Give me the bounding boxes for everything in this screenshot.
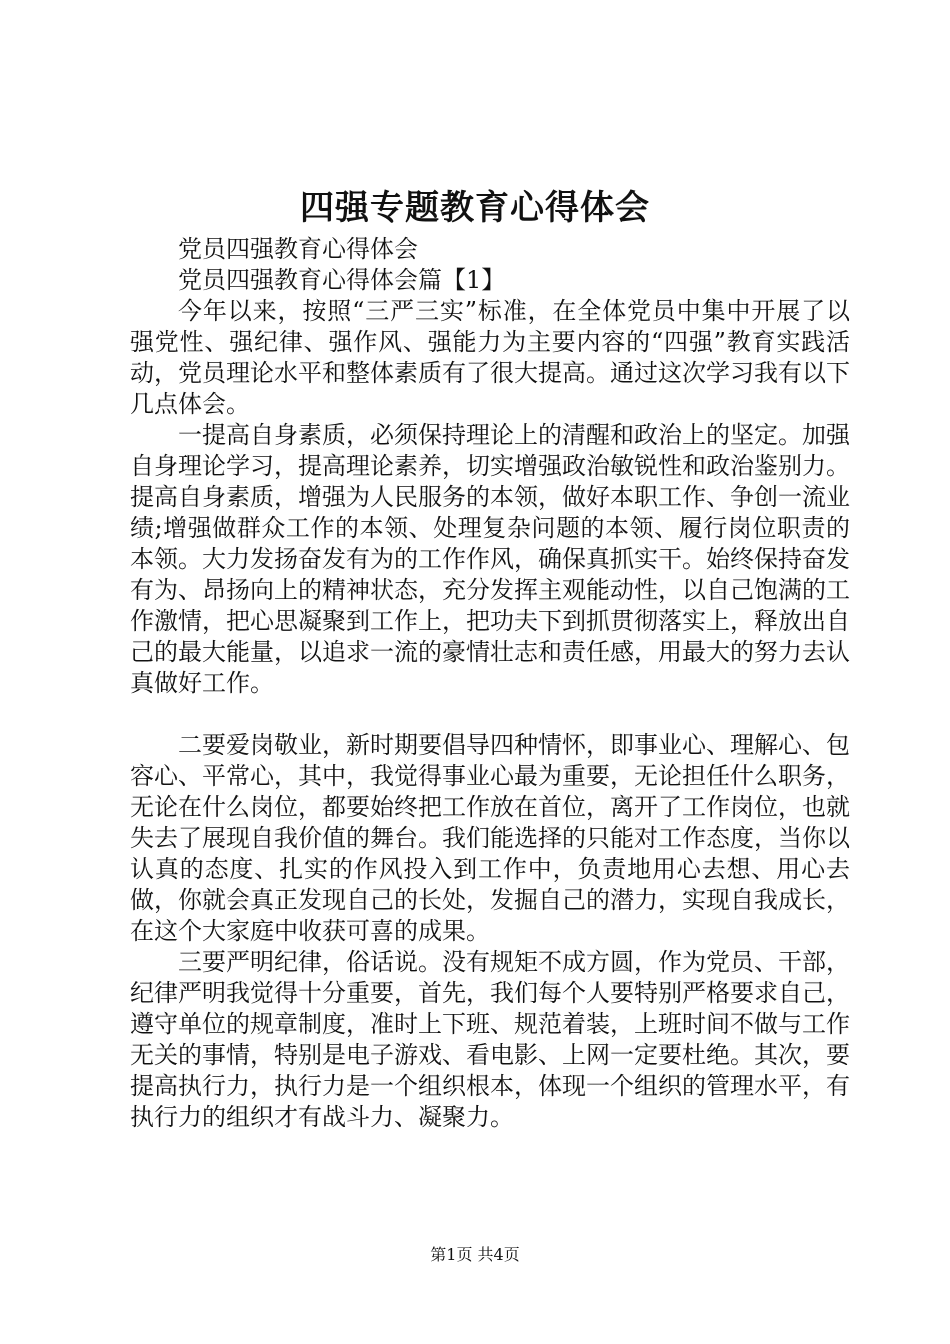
document-title: 四强专题教育心得体会	[300, 188, 650, 228]
paragraph-subtitle: 党员四强教育心得体会	[178, 235, 418, 263]
paragraph-intro: 今年以来，按照“三严三实”标准，在全体党员中集中开展了以强党性、强纪律、强作风、强能力为主要内容的“四强”教育实践活动，党员理论水平和整体素质有了很大提高。通过这次学习我有以下几点体会。	[130, 297, 850, 418]
paragraph-heading: 党员四强教育心得体会篇【1】	[178, 266, 506, 294]
page-number-footer: 第1页 共4页	[430, 1245, 520, 1264]
document-body	[130, 234, 850, 1133]
paragraph-point-one: 一提高自身素质，必须保持理论上的清醒和政治上的坚定。加强自身理论学习，提高理论素养，切实增强政治敏锐性和政治鉴别力。提高自身素质，增强为人民服务的本领，做好本职工作、争创一流业绩;增强做群众工作的本领、处理复杂问题的本领、履行岗位职责的本领。大力发扬奋发有为的工作作风，确保真抓实干。始终保持奋发有为、昂扬向上的精神状态，充分发挥主观能动性，以自己饱满的工作激情，把心思凝聚到工作上，把功夫下到抓贯彻落实上，释放出自己的最大能量，以追求一流的豪情壮志和责任感，用最大的努力去认真做好工作。	[130, 421, 850, 697]
paragraph-point-three: 三要严明纪律，俗话说。没有规矩不成方圆，作为党员、干部，纪律严明我觉得十分重要，首先，我们每个人要特别严格要求自己，遵守单位的规章制度，准时上下班、规范着装，上班时间不做与工作无关的事情，特别是电子游戏、看电影、上网一定要杜绝。其次，要提高执行力，执行力是一个组织根本，体现一个组织的管理水平，有执行力的组织才有战斗力、凝聚力。	[130, 948, 850, 1131]
paragraph-point-two: 二要爱岗敬业，新时期要倡导四种情怀，即事业心、理解心、包容心、平常心，其中，我觉得事业心最为重要，无论担任什么职务，无论在什么岗位，都要始终把工作放在首位，离开了工作岗位，也就失去了展现自我价值的舞台。我们能选择的只能对工作态度，当你以认真的态度、扎实的作风投入到工作中，负责地用心去想、用心去做，你就会真正发现自己的长处，发掘自己的潜力，实现自我成长，在这个大家庭中收获可喜的成果。	[130, 731, 850, 945]
